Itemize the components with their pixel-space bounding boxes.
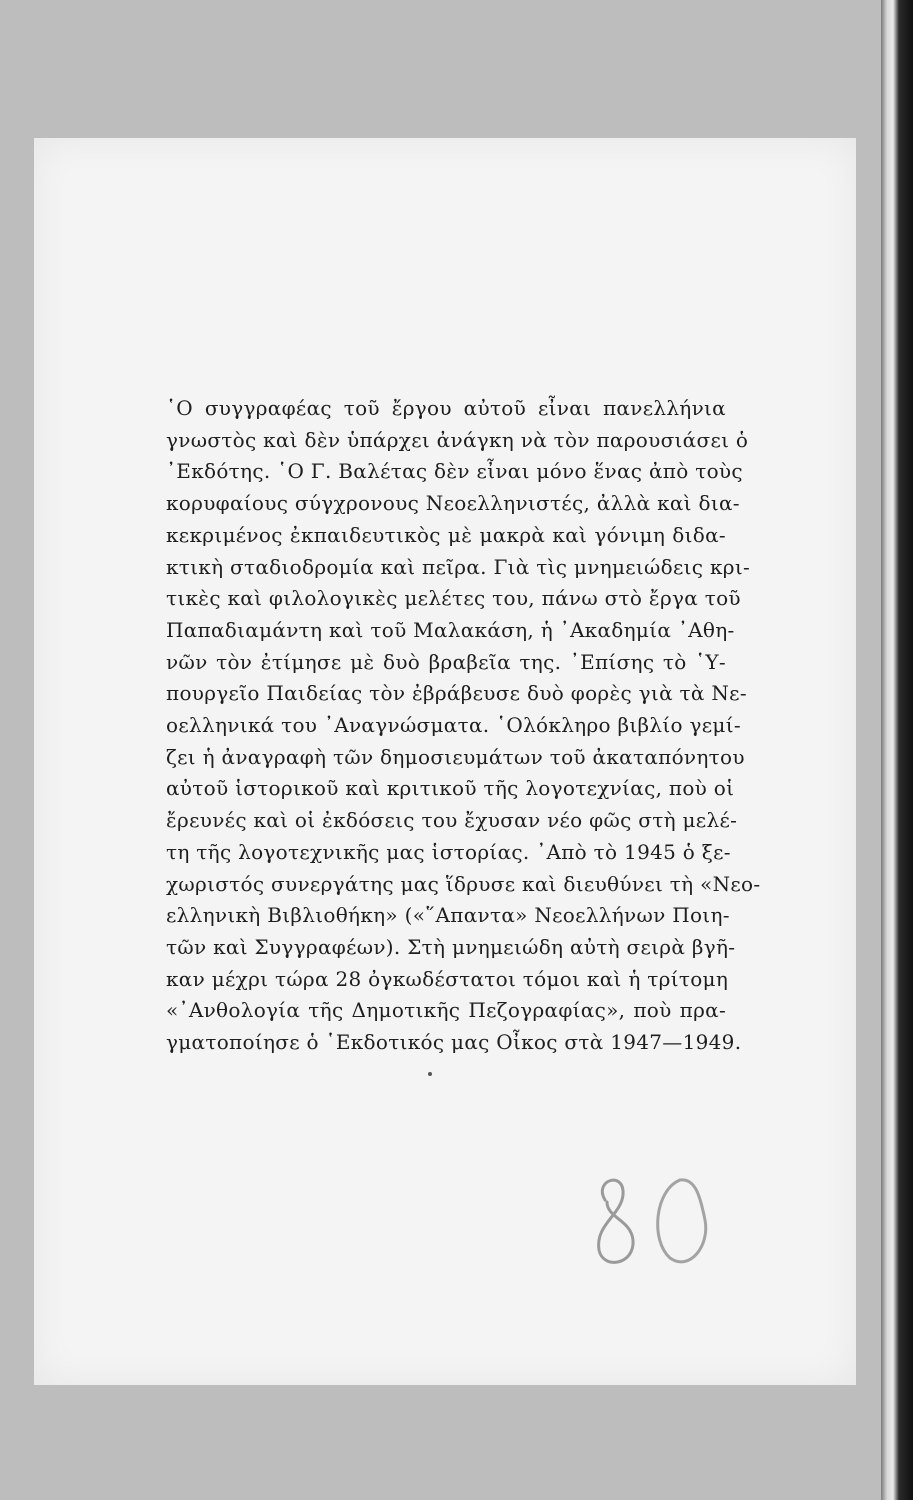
- text-line: ᾿Εκδότης. ῾Ο Γ. Βαλέτας δὲν εἶναι μόνο ἕνας ἀπὸ τοὺς: [166, 459, 743, 484]
- text-line: οελληνικά του ᾿Αναγνώσματα. ῾Ολόκληρο βιβλίο γεμί-: [166, 713, 741, 738]
- text-line: τικὲς καὶ φιλολογικὲς μελέτες του, πάνω στὸ ἔργα τοῦ: [166, 586, 741, 611]
- text-line: κτικὴ σταδιοδρομία καὶ πεῖρα. Γιὰ τὶς μνημειώδεις κρι-: [166, 554, 751, 579]
- text-line: αὐτοῦ ἱστορικοῦ καὶ κριτικοῦ τῆς λογοτεχνίας, ποὺ οἱ: [166, 776, 735, 801]
- text-line: τῶν καὶ Συγγραφέων). Στὴ μνημειώδη αὐτὴ σειρὰ βγῆ-: [166, 934, 736, 959]
- text-line: νῶν τὸν ἐτίμησε μὲ δυὸ βραβεῖα της. ᾿Επίσης τὸ ῾Υ-: [166, 649, 726, 674]
- publisher-note: [166, 393, 761, 1059]
- text-line: κεκριμένος ἐκπαιδευτικὸς μὲ μακρὰ καὶ γόνιμη διδα-: [166, 522, 726, 547]
- text-line: κορυφαίους σύγχρονους Νεοελληνιστές, ἀλλὰ καὶ δια-: [166, 491, 740, 516]
- text-line: καν μέχρι τώρα 28 ὀγκωδέστατοι τόμοι καὶ ἡ τρίτομη: [166, 966, 729, 991]
- text-line: «᾿Ανθολογία τῆς Δημοτικῆς Πεζογραφίας», ποὺ πρα-: [166, 998, 726, 1023]
- text-line: τη τῆς λογοτεχνικῆς μας ἱστορίας. ᾿Απὸ τὸ 1945 ὁ ξε-: [166, 839, 731, 864]
- text-line: γνωστὸς καὶ δὲν ὑπάρχει ἀνάγκη νὰ τὸν παρουσιάσει ὁ: [166, 427, 749, 452]
- pencil-digit-eight: [599, 1180, 634, 1262]
- text-line: Παπαδιαμάντη καὶ τοῦ Μαλακάση, ἡ ᾿Ακαδημία ᾿Αθη-: [166, 617, 735, 642]
- text-line: ζει ἡ ἀναγραφὴ τῶν δημοσιευμάτων τοῦ ἀκαταπόνητου: [166, 744, 745, 769]
- pencil-digit-zero: [658, 1180, 706, 1262]
- text-line: ῾Ο συγγραφέας τοῦ ἔργου αὐτοῦ εἶναι πανελλήνια: [166, 396, 726, 420]
- text-line: χωριστός συνεργάτης μας ἵδρυσε καὶ διευθύνει τὴ «Νεο-: [166, 871, 761, 896]
- text-line: πουργεῖο Παιδείας τὸν ἐβράβευσε δυὸ φορὲς γιὰ τὰ Νε-: [166, 681, 747, 706]
- text-line: γματοποίησε ὁ ῾Εκδοτικός μας Οἶκος στὰ 1947—1949.: [166, 1030, 742, 1055]
- text-line: ἔρευνές καὶ οἱ ἐκδόσεις του ἔχυσαν νέο φῶς στὴ μελέ-: [166, 808, 738, 833]
- handwritten-mark: [585, 1140, 725, 1280]
- text-line: ελληνικὴ Βιβλιοθήκη» («῞Απαντα» Νεοελλήνων Ποιη-: [166, 903, 730, 928]
- ink-dot: [428, 1072, 432, 1076]
- book-edge: [881, 0, 913, 1500]
